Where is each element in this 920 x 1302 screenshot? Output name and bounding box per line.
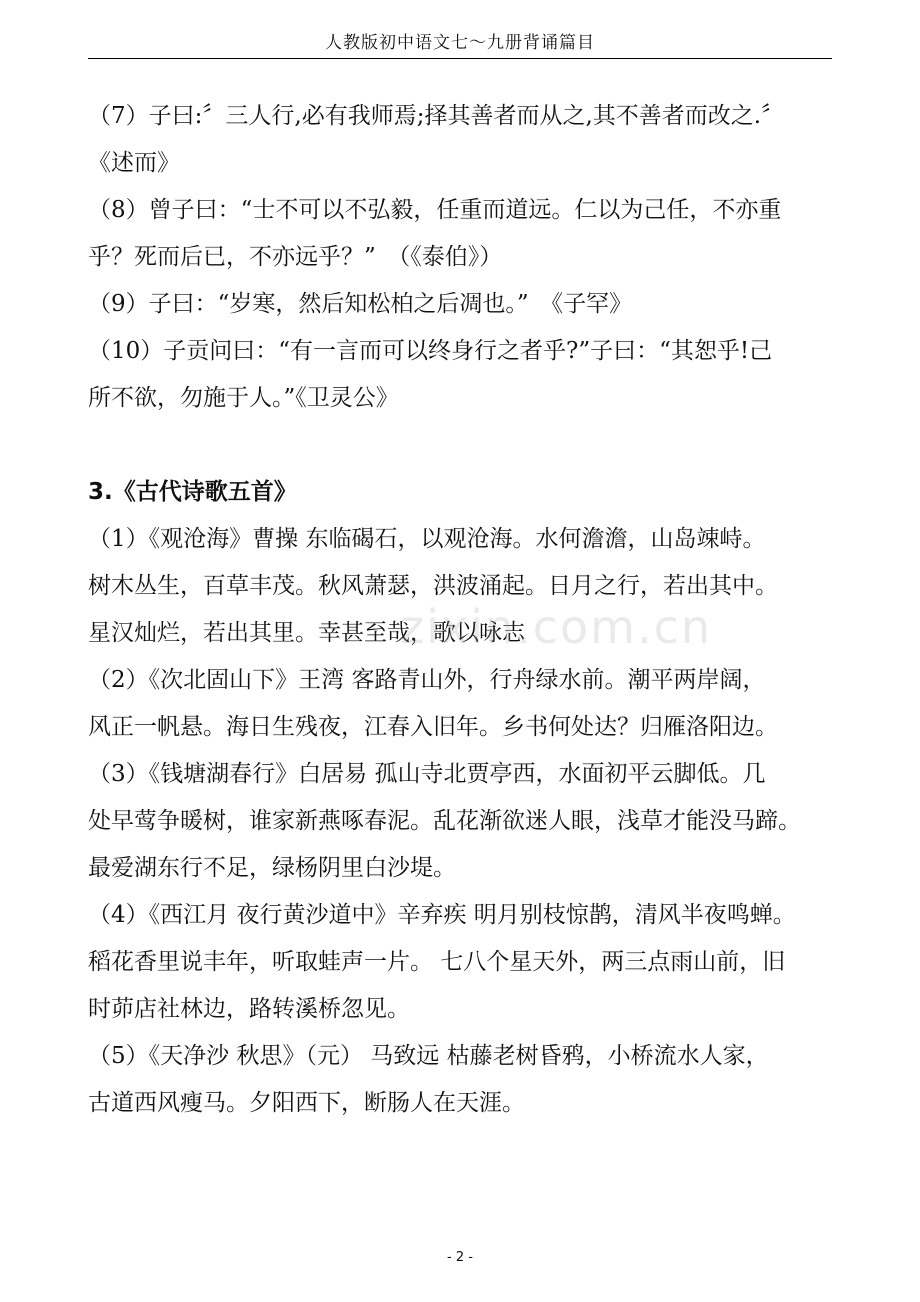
text-line: （4）《西江月 夜行黄沙道中》辛弃疾 明月别枝惊鹊，清风半夜鸣蝉。 xyxy=(88,902,796,928)
page-header: 人教版初中语文七～九册背诵篇目 xyxy=(325,33,595,53)
spacer xyxy=(88,422,848,469)
lunyu-item-10 xyxy=(88,328,848,422)
lunyu-item-8 xyxy=(88,187,848,281)
text-line: （9）子曰：“岁寒，然后知松柏之后凋也。” 《子罕》 xyxy=(88,291,633,317)
text-line: 乎？死而后已，不亦远乎？” （《泰伯》） xyxy=(88,244,503,270)
page-number: - 2 - xyxy=(447,1250,473,1265)
header-rule xyxy=(88,58,832,59)
text-line: 树木丛生，百草丰茂。秋风萧瑟，洪波涌起。日月之行，若出其中。 xyxy=(88,573,778,599)
text-line: 古道西风瘦马。夕阳西下，断肠人在天涯。 xyxy=(88,1090,525,1116)
text-line: （8）曾子曰：“士不可以不弘毅，任重而道远。仁以为己任，不亦重 xyxy=(88,197,782,223)
text-line: 最爱湖东行不足，绿杨阴里白沙堤。 xyxy=(88,855,456,881)
text-line: 时茆店社林边，路转溪桥忽见。 xyxy=(88,996,410,1022)
poem-3 xyxy=(88,751,848,892)
text-line: （1）《观沧海》曹操 东临碣石，以观沧海。水何澹澹，山岛竦峙。 xyxy=(88,526,766,552)
poem-5 xyxy=(88,1033,848,1127)
watermark: zixin.com.cn xyxy=(400,600,713,654)
text-line: （7）子曰:〞三人行,必有我师焉;择其善者而从之,其不善者而改之.〞 xyxy=(88,103,785,129)
text-line: 处早莺争暖树，谁家新燕啄春泥。乱花渐欲迷人眼，浅草才能没马蹄。 xyxy=(88,808,801,834)
text-line: （2）《次北固山下》王湾 客路青山外，行舟绿水前。潮平两岸阔， xyxy=(88,667,766,693)
text-line: 星汉灿烂，若出其里。幸甚至哉，歌以咏志 xyxy=(88,620,525,646)
section-title: 3.《古代诗歌五首》 xyxy=(88,479,297,505)
text-line: （5）《天净沙 秋思》（元） 马致远 枯藤老树昏鸦，小桥流水人家， xyxy=(88,1043,769,1069)
lunyu-item-9 xyxy=(88,281,848,328)
text-line: 所不欲，勿施于人。”《卫灵公》 xyxy=(88,385,399,411)
poem-4 xyxy=(88,892,848,1033)
lunyu-item-7 xyxy=(88,93,848,187)
poem-2 xyxy=(88,657,848,751)
text-line: 《述而》 xyxy=(88,150,180,176)
text-line: 风正一帆悬。海日生残夜，江春入旧年。乡书何处达？归雁洛阳边。 xyxy=(88,714,778,740)
text-line: （10）子贡问曰：“有一言而可以终身行之者乎?”子曰：“其恕乎!己 xyxy=(88,338,773,364)
text-line: 稻花香里说丰年，听取蛙声一片。 七八个星天外，两三点雨山前，旧 xyxy=(88,949,786,975)
text-line: （3）《钱塘湖春行》白居易 孤山寺北贾亭西，水面初平云脚低。几 xyxy=(88,761,766,787)
